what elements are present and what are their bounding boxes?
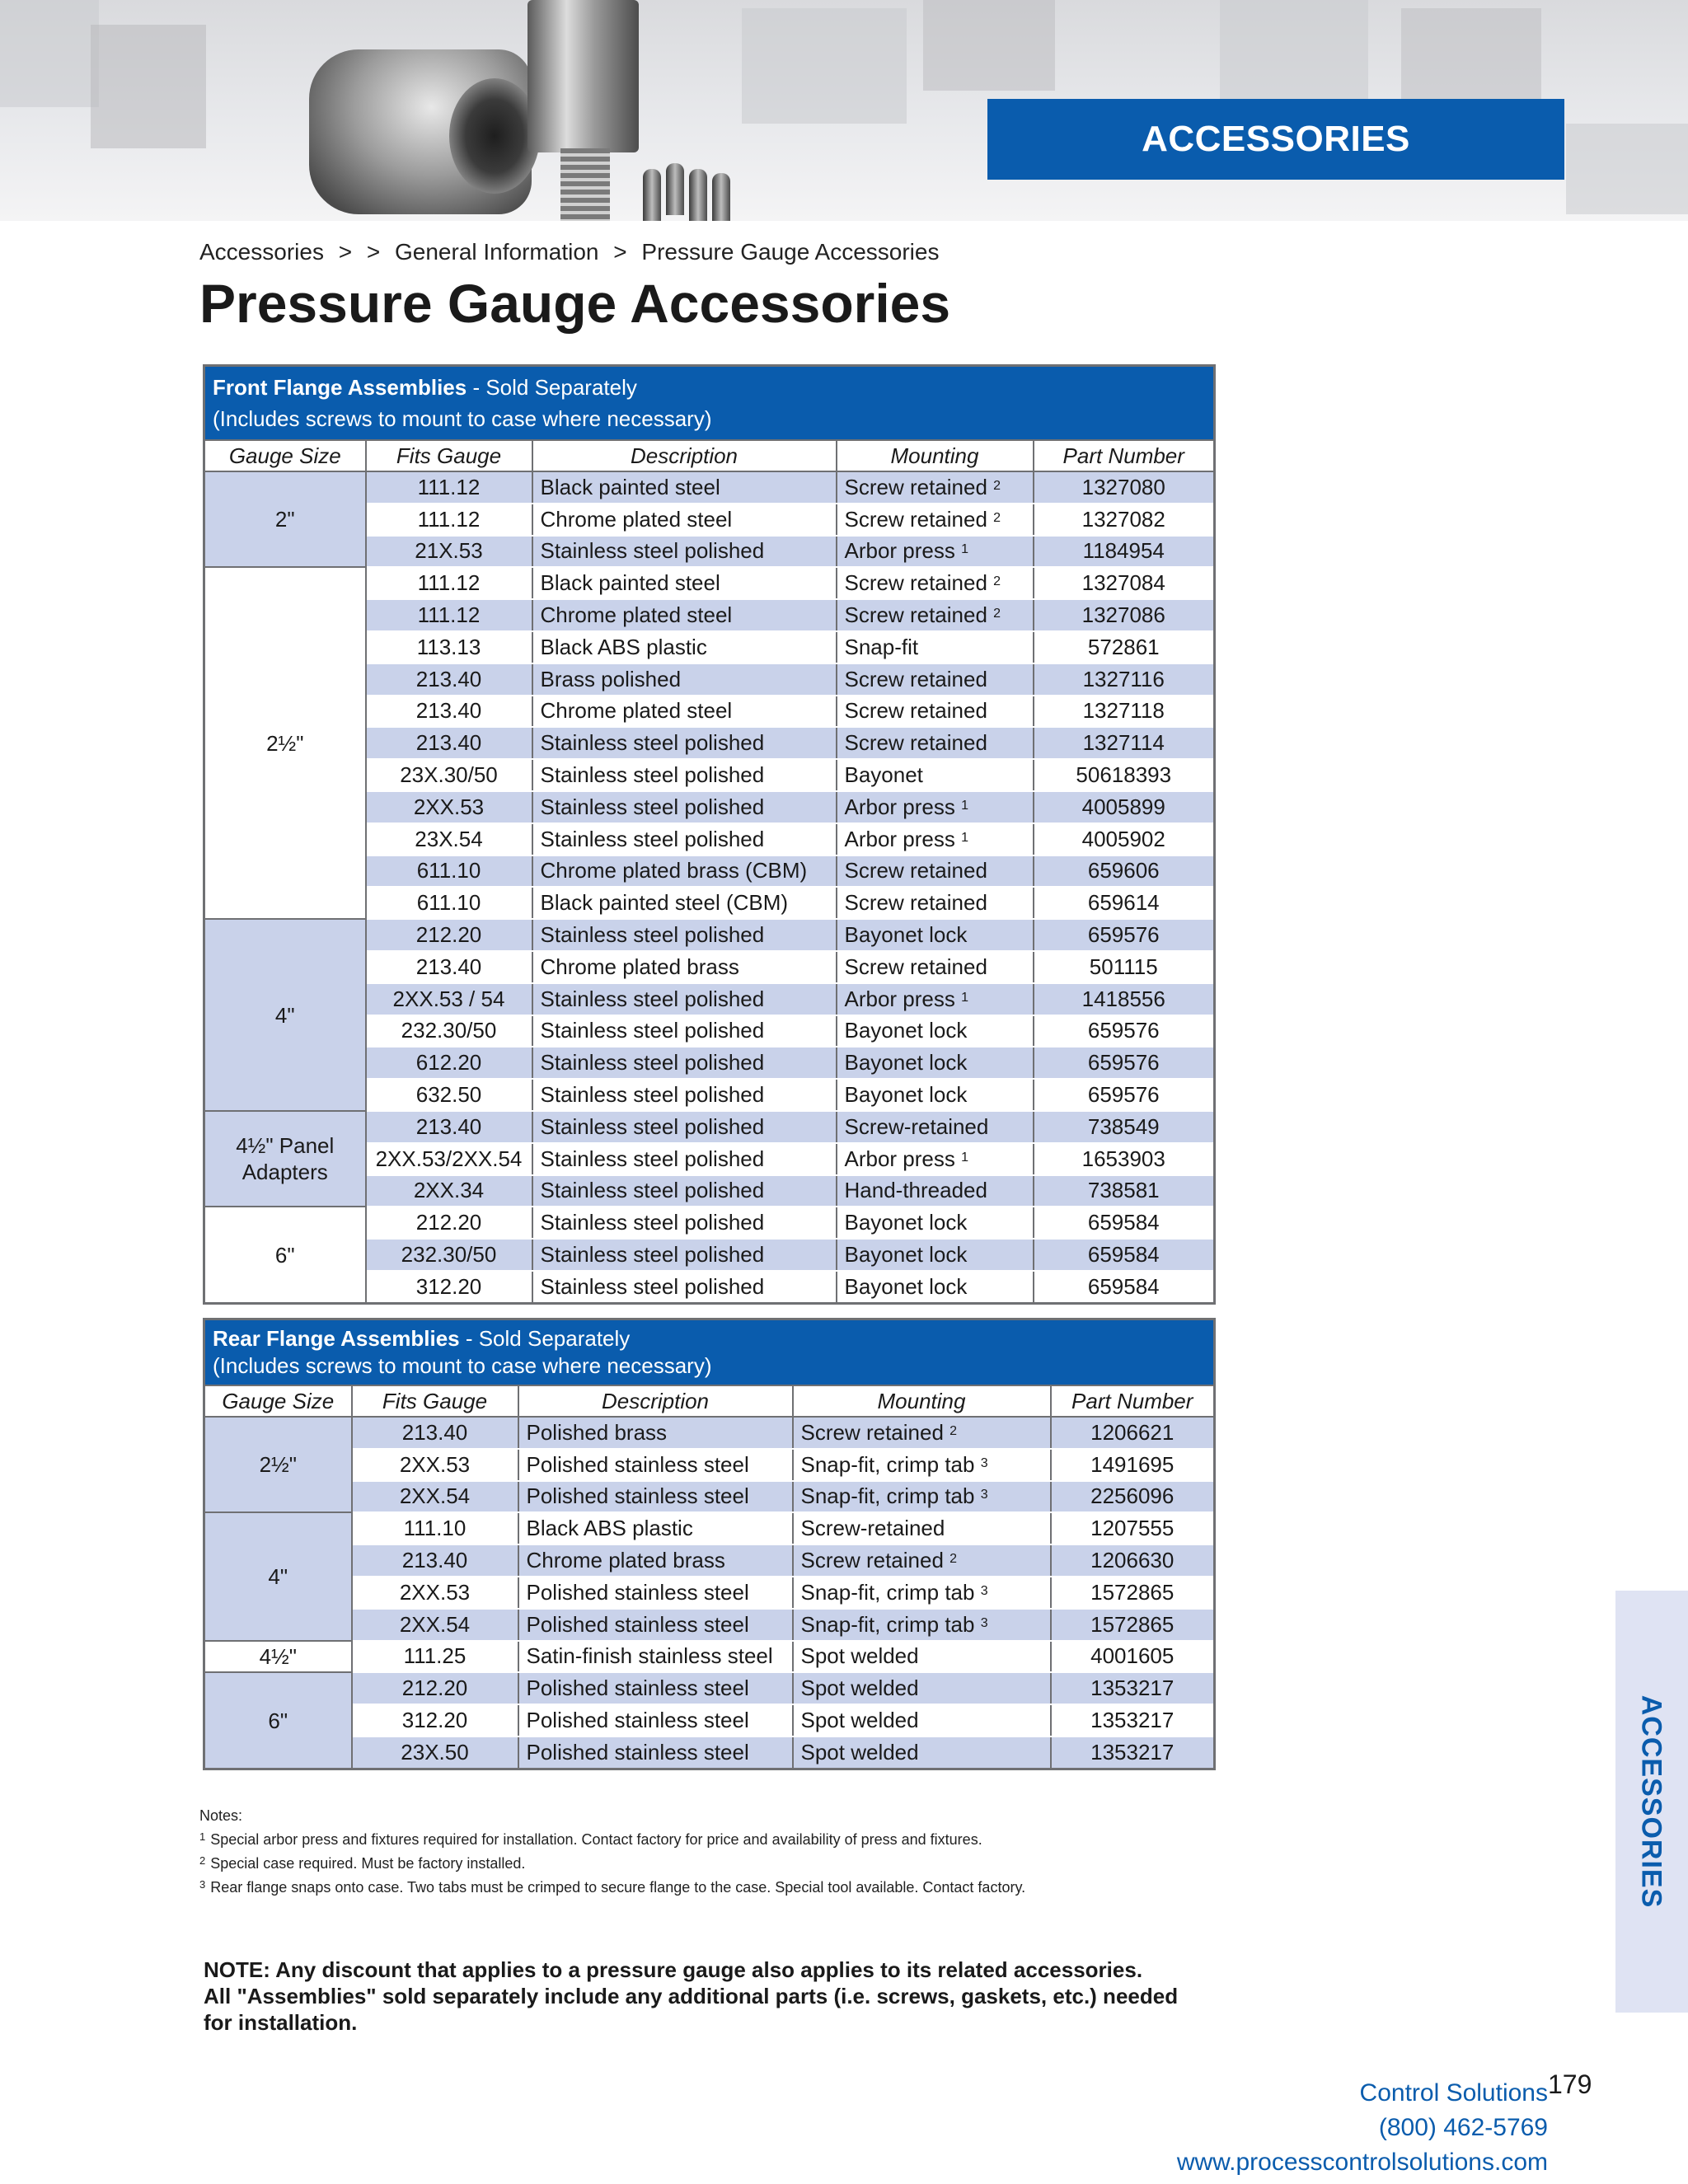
caption-suffix: - Sold Separately	[459, 1326, 631, 1351]
mounting-cell	[793, 1736, 1051, 1769]
mounting-text: Arbor press	[844, 826, 955, 851]
table-row	[204, 1704, 1215, 1736]
footnote-ref: 2	[950, 1552, 958, 1567]
discount-note-line: All "Assemblies" sold separately include any additional parts (i.e. screws, gaskets, etc.) needed	[204, 1984, 1179, 2008]
collage-tile	[742, 8, 907, 124]
mounting-cell	[793, 1449, 1051, 1481]
mounting-cell	[793, 1641, 1051, 1673]
description-cell: Stainless steel polished	[532, 1111, 837, 1143]
mounting-text: Screw retained	[844, 602, 987, 628]
description-cell: Chrome plated steel	[532, 504, 837, 536]
fits-gauge-cell: 113.13	[366, 631, 532, 663]
fits-gauge-cell: 2XX.53	[366, 791, 532, 823]
footnote-text: Special arbor press and fixtures required for installation. Contact factory for price and availability of press and fixtures.	[210, 1831, 982, 1848]
hex-adapter-thread	[560, 148, 610, 221]
mounting-text: Hand-threaded	[844, 1178, 987, 1203]
part-number-cell: 1327114	[1034, 727, 1215, 759]
footnote-number: 2	[199, 1854, 206, 1867]
mounting-cell	[837, 759, 1034, 791]
table-body	[204, 1417, 1215, 1769]
part-number-cell: 659576	[1034, 1079, 1215, 1111]
fits-gauge-cell: 2XX.34	[366, 1175, 532, 1207]
description-cell: Stainless steel polished	[532, 1079, 837, 1111]
description-cell: Black ABS plastic	[518, 1512, 793, 1544]
mounting-cell	[837, 791, 1034, 823]
part-number-cell: 4005902	[1034, 823, 1215, 855]
description-cell: Polished stainless steel	[518, 1449, 793, 1481]
gauge-size-cell: 4½" Panel Adapters	[204, 1111, 366, 1207]
description-cell: Polished brass	[518, 1417, 793, 1449]
footnote	[199, 1874, 1025, 1898]
footnote	[199, 1826, 1025, 1850]
fits-gauge-cell: 213.40	[352, 1544, 518, 1577]
fits-gauge-cell: 213.40	[366, 696, 532, 728]
mounting-text: Bayonet	[844, 762, 923, 788]
mounting-text: Screw-retained	[844, 1113, 989, 1139]
mounting-text: Arbor press	[844, 986, 955, 1011]
description-cell: Black painted steel	[532, 471, 837, 504]
mounting-cell	[837, 1079, 1034, 1111]
collage-tile	[0, 0, 99, 107]
footnote-ref: 3	[980, 1488, 988, 1502]
mounting-text: Screw retained	[844, 698, 987, 724]
mounting-text: Snap-fit, crimp tab	[800, 1611, 975, 1637]
description-cell: Stainless steel polished	[532, 1143, 837, 1175]
mounting-text: Arbor press	[844, 538, 955, 564]
collage-tile	[1220, 0, 1368, 99]
part-number-cell: 1327118	[1034, 696, 1215, 728]
section-banner-label: ACCESSORIES	[1142, 119, 1410, 159]
table-body	[204, 471, 1215, 1303]
pin-image	[666, 163, 684, 215]
fits-gauge-cell: 312.20	[352, 1704, 518, 1736]
footer-url[interactable]: www.processcontrolsolutions.com	[1176, 2149, 1548, 2176]
column-header: Description	[518, 1385, 793, 1417]
mounting-text: Screw retained	[844, 954, 987, 979]
mounting-text: Spot welded	[800, 1739, 919, 1765]
part-number-cell: 1327084	[1034, 567, 1215, 599]
section-banner	[987, 99, 1564, 180]
mounting-cell	[837, 823, 1034, 855]
gauge-size-cell: 2"	[204, 471, 366, 567]
mounting-text: Snap-fit	[844, 634, 919, 659]
description-cell: Brass polished	[532, 663, 837, 696]
description-cell: Chrome plated steel	[532, 599, 837, 631]
description-cell: Polished stainless steel	[518, 1609, 793, 1641]
mounting-cell	[837, 1015, 1034, 1047]
caption-title: Front Flange Assemblies	[213, 375, 467, 400]
mounting-cell	[837, 471, 1034, 504]
description-cell: Polished stainless steel	[518, 1481, 793, 1513]
footnote-ref: 1	[961, 542, 969, 557]
description-cell: Stainless steel polished	[532, 1207, 837, 1239]
part-number-cell: 2256096	[1051, 1481, 1215, 1513]
part-number-cell: 1206630	[1051, 1544, 1215, 1577]
mounting-cell	[793, 1417, 1051, 1449]
caption-subtitle: (Includes screws to mount to case where necessary)	[213, 1353, 712, 1378]
column-header: Fits Gauge	[366, 440, 532, 471]
mounting-cell	[837, 919, 1034, 951]
description-cell: Chrome plated brass	[532, 951, 837, 983]
table-row	[204, 1481, 1215, 1513]
mounting-text: Bayonet lock	[844, 1210, 968, 1235]
mounting-cell	[793, 1512, 1051, 1544]
mounting-cell	[793, 1544, 1051, 1577]
fits-gauge-cell: 2XX.53	[352, 1449, 518, 1481]
column-header: Description	[532, 440, 837, 471]
part-number-cell: 1353217	[1051, 1736, 1215, 1769]
mounting-cell	[837, 855, 1034, 888]
table-row	[204, 471, 1215, 504]
part-number-cell: 1353217	[1051, 1672, 1215, 1704]
notes-heading: Notes:	[199, 1807, 243, 1824]
part-number-cell: 501115	[1034, 951, 1215, 983]
front-flange-table	[203, 364, 1216, 1305]
footnote-text: Rear flange snaps onto case. Two tabs must be crimped to secure flange to the case. Special tool available. Contact factory.	[210, 1879, 1026, 1896]
breadcrumb-item-current: Pressure Gauge Accessories	[641, 239, 940, 265]
rear-flange-table	[203, 1318, 1216, 1770]
column-header: Fits Gauge	[352, 1385, 518, 1417]
mounting-text: Screw retained	[844, 474, 987, 499]
table-row	[204, 1672, 1215, 1704]
mounting-text: Screw retained	[844, 506, 987, 532]
hex-adapter-image	[528, 0, 639, 152]
description-cell: Satin-finish stainless steel	[518, 1641, 793, 1673]
mounting-text: Snap-fit, crimp tab	[800, 1451, 975, 1477]
mounting-text: Spot welded	[800, 1643, 919, 1669]
description-cell: Stainless steel polished	[532, 1047, 837, 1079]
description-cell: Stainless steel polished	[532, 919, 837, 951]
mounting-cell	[837, 536, 1034, 568]
footnote	[199, 1850, 1025, 1874]
mounting-cell	[837, 1111, 1034, 1143]
fits-gauge-cell: 212.20	[352, 1672, 518, 1704]
description-cell: Chrome plated steel	[532, 696, 837, 728]
mounting-cell	[837, 1175, 1034, 1207]
gauge-size-cell: 4½"	[204, 1641, 352, 1673]
footnote-text: Special case required. Must be factory installed.	[210, 1855, 526, 1872]
part-number-cell: 1653903	[1034, 1143, 1215, 1175]
fits-gauge-cell: 632.50	[366, 1079, 532, 1111]
gauge-size-cell: 4"	[204, 919, 366, 1111]
column-header: Gauge Size	[204, 1385, 352, 1417]
mounting-cell	[793, 1481, 1051, 1513]
footnote-ref: 1	[961, 990, 969, 1005]
fits-gauge-cell: 213.40	[366, 727, 532, 759]
mounting-text: Spot welded	[800, 1675, 919, 1701]
mounting-cell	[837, 567, 1034, 599]
description-cell: Polished stainless steel	[518, 1672, 793, 1704]
part-number-cell: 738549	[1034, 1111, 1215, 1143]
part-number-cell: 1353217	[1051, 1704, 1215, 1736]
description-cell: Polished stainless steel	[518, 1577, 793, 1609]
mounting-cell	[793, 1672, 1051, 1704]
description-cell: Polished stainless steel	[518, 1704, 793, 1736]
mounting-text: Screw-retained	[800, 1516, 945, 1541]
table-row	[204, 567, 1215, 599]
fits-gauge-cell: 213.40	[352, 1417, 518, 1449]
breadcrumb-separator: >	[366, 239, 381, 265]
part-number-cell: 1327082	[1034, 504, 1215, 536]
pin-image	[689, 169, 707, 221]
footnote-ref: 2	[993, 574, 1001, 589]
mounting-cell	[793, 1609, 1051, 1641]
gauge-size-cell: 6"	[204, 1207, 366, 1303]
table-row	[204, 919, 1215, 951]
column-header: Gauge Size	[204, 440, 366, 471]
collage-tile	[923, 0, 1055, 91]
caption-subtitle: (Includes screws to mount to case where necessary)	[213, 406, 712, 431]
pin-image	[712, 173, 730, 221]
mounting-text: Bayonet lock	[844, 1018, 968, 1043]
footnote-ref: 2	[993, 478, 1001, 493]
part-number-cell: 1206621	[1051, 1417, 1215, 1449]
pipe-coupling-bore	[449, 78, 540, 194]
gauge-size-cell: 2½"	[204, 1417, 352, 1512]
part-number-cell: 4005899	[1034, 791, 1215, 823]
mounting-cell	[793, 1704, 1051, 1736]
footnote-ref: 2	[950, 1423, 958, 1438]
part-number-cell: 659606	[1034, 855, 1215, 888]
table-row	[204, 1544, 1215, 1577]
breadcrumb	[199, 239, 947, 265]
table-row	[204, 1609, 1215, 1641]
part-number-cell: 1327080	[1034, 471, 1215, 504]
mounting-text: Screw retained	[844, 666, 987, 691]
part-number-cell: 4001605	[1051, 1641, 1215, 1673]
table-row	[204, 1512, 1215, 1544]
footnote-ref: 3	[980, 1455, 988, 1470]
fits-gauge-cell: 232.30/50	[366, 1239, 532, 1271]
fits-gauge-cell: 111.12	[366, 567, 532, 599]
part-number-cell: 1327116	[1034, 663, 1215, 696]
column-header: Mounting	[793, 1385, 1051, 1417]
mounting-cell	[837, 1047, 1034, 1079]
fits-gauge-cell: 2XX.54	[352, 1609, 518, 1641]
fits-gauge-cell: 23X.54	[366, 823, 532, 855]
mounting-cell	[837, 1271, 1034, 1303]
description-cell: Stainless steel polished	[532, 823, 837, 855]
fits-gauge-cell: 232.30/50	[366, 1015, 532, 1047]
gauge-size-cell: 2½"	[204, 567, 366, 919]
fits-gauge-cell: 111.10	[352, 1512, 518, 1544]
description-cell: Chrome plated brass	[518, 1544, 793, 1577]
description-cell: Black painted steel (CBM)	[532, 887, 837, 919]
part-number-cell: 572861	[1034, 631, 1215, 663]
footnote-ref: 1	[961, 1150, 969, 1165]
footnotes	[199, 1805, 1025, 1898]
part-number-cell: 1184954	[1034, 536, 1215, 568]
footer-company: Control Solutions	[1359, 2079, 1548, 2107]
collage-tile	[1401, 8, 1541, 99]
part-number-cell: 659576	[1034, 919, 1215, 951]
part-number-cell: 1491695	[1051, 1449, 1215, 1481]
fits-gauge-cell: 2XX.53 / 54	[366, 983, 532, 1015]
part-number-cell: 1572865	[1051, 1609, 1215, 1641]
caption-title: Rear Flange Assemblies	[213, 1326, 460, 1351]
fits-gauge-cell: 111.12	[366, 504, 532, 536]
mounting-text: Spot welded	[800, 1708, 919, 1733]
footnote-ref: 2	[993, 510, 1001, 525]
breadcrumb-separator: >	[338, 239, 353, 265]
footnote-ref: 2	[993, 607, 1001, 621]
part-number-cell: 1572865	[1051, 1577, 1215, 1609]
breadcrumb-separator: >	[613, 239, 627, 265]
footnote-ref: 1	[961, 830, 969, 845]
part-number-cell: 659614	[1034, 887, 1215, 919]
page-title: Pressure Gauge Accessories	[199, 273, 951, 334]
mounting-cell	[837, 727, 1034, 759]
description-cell: Polished stainless steel	[518, 1736, 793, 1769]
mounting-cell	[793, 1577, 1051, 1609]
mounting-text: Screw retained	[844, 890, 987, 916]
description-cell: Stainless steel polished	[532, 791, 837, 823]
mounting-cell	[837, 504, 1034, 536]
table-row	[204, 1207, 1215, 1239]
description-cell: Stainless steel polished	[532, 727, 837, 759]
part-number-cell: 738581	[1034, 1175, 1215, 1207]
footnote-ref: 3	[980, 1583, 988, 1598]
mounting-text: Bayonet lock	[844, 1050, 968, 1076]
description-cell: Stainless steel polished	[532, 1239, 837, 1271]
mounting-text: Screw retained	[800, 1548, 944, 1573]
mounting-text: Screw retained	[844, 570, 987, 596]
side-tab-label: ACCESSORIES	[1635, 1694, 1667, 1909]
description-cell: Stainless steel polished	[532, 983, 837, 1015]
footnote-number: 3	[199, 1878, 206, 1891]
column-header: Mounting	[837, 440, 1034, 471]
description-cell: Stainless steel polished	[532, 1015, 837, 1047]
fits-gauge-cell: 212.20	[366, 919, 532, 951]
fits-gauge-cell: 23X.50	[352, 1736, 518, 1769]
fits-gauge-cell: 21X.53	[366, 536, 532, 568]
description-cell: Stainless steel polished	[532, 536, 837, 568]
fits-gauge-cell: 2XX.53	[352, 1577, 518, 1609]
table-row	[204, 1111, 1215, 1143]
discount-note	[204, 1957, 1226, 2036]
part-number-cell: 659584	[1034, 1207, 1215, 1239]
collage-tile	[91, 25, 206, 148]
table-row	[204, 1577, 1215, 1609]
mounting-cell	[837, 1207, 1034, 1239]
mounting-cell	[837, 599, 1034, 631]
mounting-cell	[837, 631, 1034, 663]
mounting-cell	[837, 951, 1034, 983]
part-number-cell: 659576	[1034, 1015, 1215, 1047]
fits-gauge-cell: 611.10	[366, 887, 532, 919]
mounting-text: Arbor press	[844, 1146, 955, 1171]
footer-phone: (800) 462-5769	[1378, 2114, 1548, 2141]
fits-gauge-cell: 2XX.54	[352, 1481, 518, 1513]
part-number-cell: 659584	[1034, 1239, 1215, 1271]
table-row	[204, 1449, 1215, 1481]
mounting-cell	[837, 1239, 1034, 1271]
part-number-cell: 659576	[1034, 1047, 1215, 1079]
part-number-cell: 50618393	[1034, 759, 1215, 791]
description-cell: Black painted steel	[532, 567, 837, 599]
table-row	[204, 1417, 1215, 1449]
fits-gauge-cell: 111.12	[366, 471, 532, 504]
mounting-text: Screw retained	[800, 1419, 944, 1445]
mounting-text: Bayonet lock	[844, 1242, 968, 1268]
breadcrumb-item[interactable]: General Information	[395, 239, 599, 265]
mounting-cell	[837, 696, 1034, 728]
fits-gauge-cell: 212.20	[366, 1207, 532, 1239]
fits-gauge-cell: 213.40	[366, 1111, 532, 1143]
header-banner	[0, 0, 1688, 221]
fits-gauge-cell: 612.20	[366, 1047, 532, 1079]
description-cell: Black ABS plastic	[532, 631, 837, 663]
part-number-cell: 1207555	[1051, 1512, 1215, 1544]
mounting-text: Bayonet lock	[844, 1273, 968, 1299]
footnote-ref: 3	[980, 1615, 988, 1630]
mounting-text: Snap-fit, crimp tab	[800, 1483, 975, 1509]
breadcrumb-item[interactable]: Accessories	[199, 239, 324, 265]
table-caption	[204, 366, 1215, 441]
column-header: Part Number	[1034, 440, 1215, 471]
mounting-text: Snap-fit, crimp tab	[800, 1579, 975, 1605]
fits-gauge-cell: 23X.30/50	[366, 759, 532, 791]
fits-gauge-cell: 312.20	[366, 1271, 532, 1303]
gauge-size-cell: 4"	[204, 1512, 352, 1640]
mounting-cell	[837, 983, 1034, 1015]
discount-note-line: for installation.	[204, 2010, 358, 2035]
footnote-number: 1	[199, 1830, 206, 1843]
collage-tile	[1566, 124, 1688, 214]
table-caption	[204, 1319, 1215, 1386]
gauge-size-cell: 6"	[204, 1672, 352, 1769]
mounting-text: Bayonet lock	[844, 1082, 968, 1108]
table-row	[204, 1736, 1215, 1769]
mounting-cell	[837, 663, 1034, 696]
fits-gauge-cell: 111.25	[352, 1641, 518, 1673]
fits-gauge-cell: 213.40	[366, 951, 532, 983]
pin-image	[643, 169, 661, 221]
description-cell: Chrome plated brass (CBM)	[532, 855, 837, 888]
page-number: 179	[1548, 2069, 1592, 2099]
column-header: Part Number	[1051, 1385, 1215, 1417]
caption-suffix: - Sold Separately	[467, 375, 637, 400]
part-number-cell: 1327086	[1034, 599, 1215, 631]
footnote-ref: 1	[961, 798, 969, 813]
description-cell: Stainless steel polished	[532, 1175, 837, 1207]
mounting-text: Bayonet lock	[844, 922, 968, 948]
mounting-text: Screw retained	[844, 730, 987, 756]
mounting-text: Screw retained	[844, 858, 987, 883]
mounting-cell	[837, 887, 1034, 919]
mounting-text: Arbor press	[844, 794, 955, 819]
mounting-cell	[837, 1143, 1034, 1175]
fits-gauge-cell: 213.40	[366, 663, 532, 696]
part-number-cell: 659584	[1034, 1271, 1215, 1303]
discount-note-line: NOTE: Any discount that applies to a pressure gauge also applies to its related accessories.	[204, 1957, 1143, 1982]
part-number-cell: 1418556	[1034, 983, 1215, 1015]
fits-gauge-cell: 611.10	[366, 855, 532, 888]
description-cell: Stainless steel polished	[532, 759, 837, 791]
fits-gauge-cell: 111.12	[366, 599, 532, 631]
fits-gauge-cell: 2XX.53/2XX.54	[366, 1143, 532, 1175]
description-cell: Stainless steel polished	[532, 1271, 837, 1303]
table-row	[204, 1641, 1215, 1673]
